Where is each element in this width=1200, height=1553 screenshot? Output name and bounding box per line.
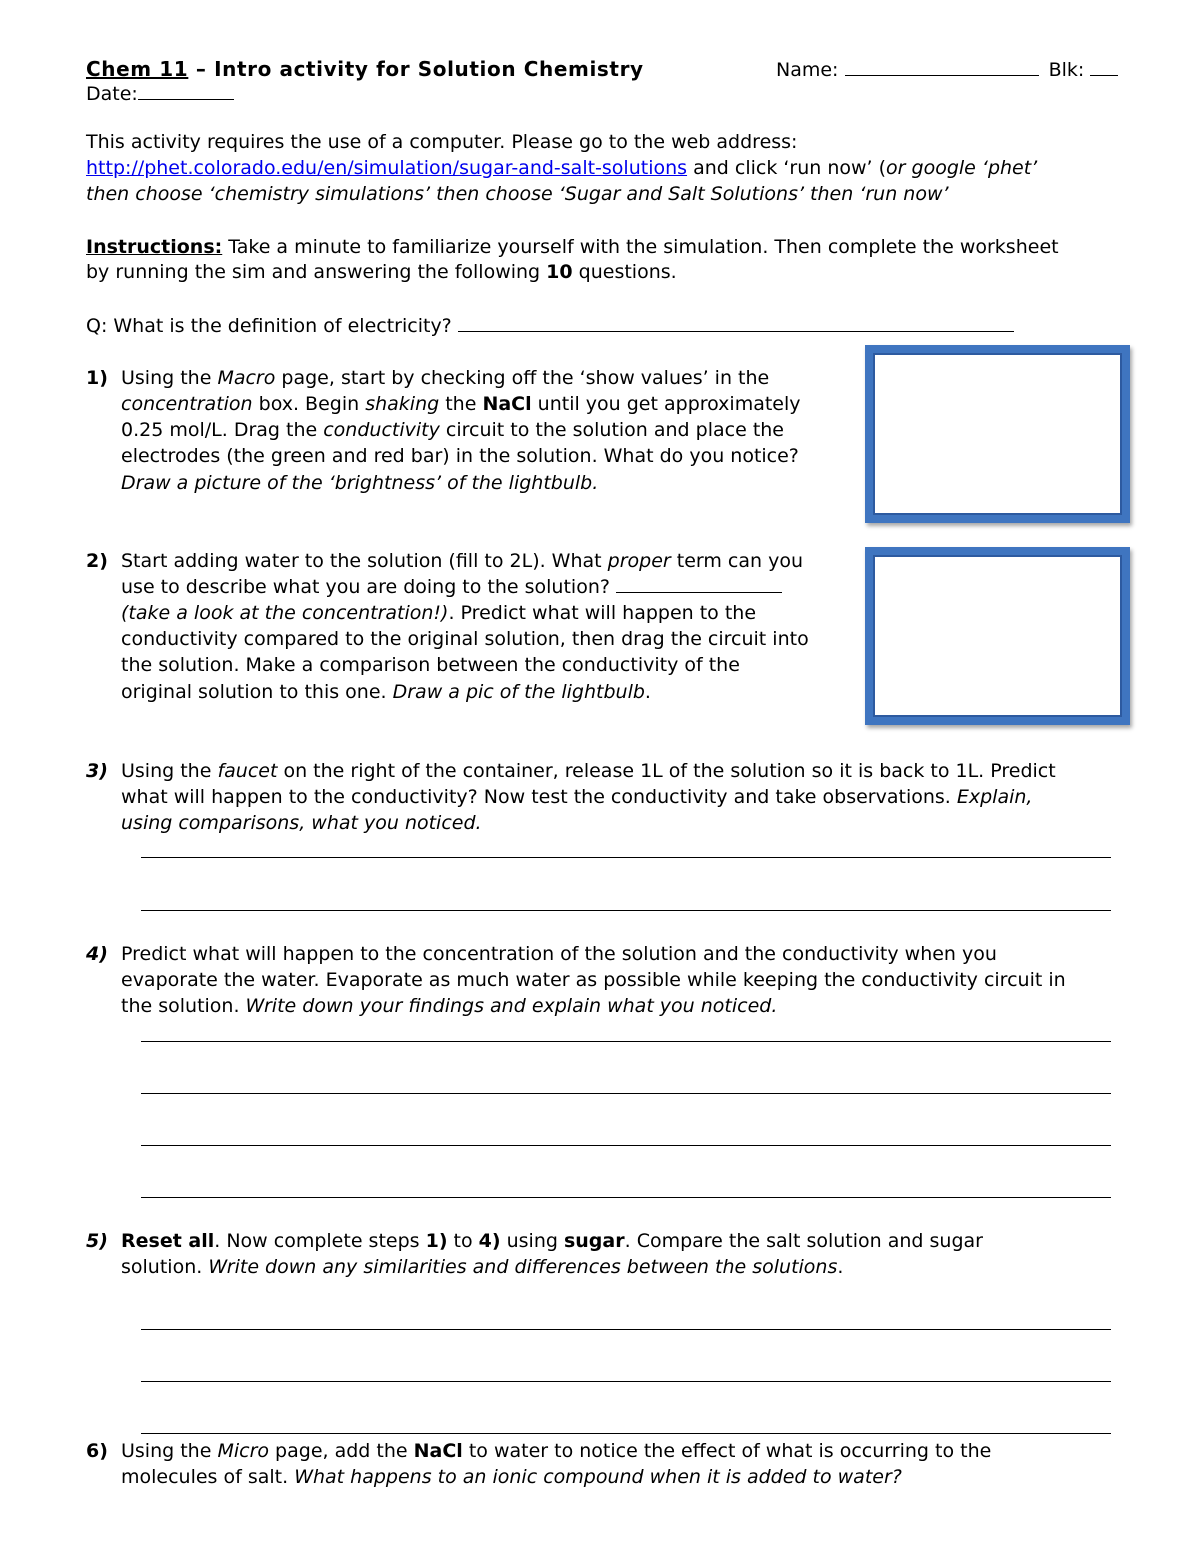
q4-line-1: Predict what will happen to the concentration of the solution and the conductivity when you bbox=[121, 943, 997, 965]
q1-number: 1) bbox=[86, 367, 108, 389]
q6-line-2 bbox=[121, 1464, 902, 1490]
q3-text: on the right of the container, release 1L of the solution so it is back to 1L. Predict bbox=[277, 760, 1056, 782]
q4-answer-line-3[interactable] bbox=[141, 1145, 1111, 1146]
q1-nacl: NaCl bbox=[482, 393, 532, 415]
q2-term-blank[interactable] bbox=[616, 574, 782, 593]
q1-line-4: electrodes (the green and red bar) in the solution. What do you notice? bbox=[121, 445, 799, 467]
q1-shaking: shaking bbox=[365, 393, 440, 415]
q1-text: until you get approximately bbox=[531, 393, 801, 415]
q1-macro: Macro bbox=[217, 367, 276, 389]
q5-text: to bbox=[447, 1230, 479, 1252]
q3-line-2 bbox=[121, 784, 1032, 810]
activity-title: Intro activity for Solution Chemistry bbox=[214, 57, 644, 81]
q5-line-1 bbox=[121, 1228, 983, 1254]
title-dash: – bbox=[188, 57, 215, 81]
q4-text: the solution. bbox=[121, 995, 246, 1017]
q5-write: Write down any similarities and differences between the solutions bbox=[208, 1256, 838, 1278]
intro-after-url: and click ‘run now’ ( bbox=[687, 157, 887, 179]
instructions-line-2 bbox=[86, 259, 677, 285]
q5-text: using bbox=[500, 1230, 564, 1252]
q1-line-2 bbox=[121, 391, 801, 417]
q1-conductivity: conductivity bbox=[323, 419, 440, 441]
q2-line-1 bbox=[121, 548, 803, 574]
intro-line-3: then choose ‘chemistry simulations’ then choose ‘Sugar and Salt Solutions’ then ‘run now’ bbox=[86, 183, 949, 205]
q1-text: the bbox=[439, 393, 483, 415]
blk-label: Blk: bbox=[1048, 59, 1085, 81]
page-title bbox=[86, 56, 644, 82]
q5-number: 5) bbox=[86, 1230, 108, 1252]
name-label: Name: bbox=[776, 59, 839, 81]
q3-line-3: using comparisons, what you noticed. bbox=[121, 812, 482, 834]
q3-text: what will happen to the conductivity? Now test the conductivity and take observations. bbox=[121, 786, 957, 808]
q4-line-2: evaporate the water. Evaporate as much water as possible while keeping the conductivity circuit in bbox=[121, 969, 1066, 991]
electricity-answer-blank[interactable] bbox=[458, 313, 1014, 332]
q3-text: Using the bbox=[121, 760, 218, 782]
intro-line-2 bbox=[86, 155, 1037, 181]
q2-line-2 bbox=[121, 574, 782, 600]
q5-answer-line-1[interactable] bbox=[141, 1329, 1111, 1330]
q2-draw: Draw a pic of the lightbulb bbox=[392, 681, 645, 703]
q2-text: . Predict what will happen to the bbox=[448, 602, 757, 624]
q1-concentration: concentration bbox=[121, 393, 253, 415]
q1-text: Using the bbox=[121, 367, 218, 389]
electricity-question bbox=[86, 313, 1014, 339]
q5-text: . Now complete steps bbox=[214, 1230, 426, 1252]
q6-micro: Micro bbox=[217, 1440, 270, 1462]
q4-answer-line-1[interactable] bbox=[141, 1041, 1111, 1042]
electricity-question-text: Q: What is the definition of electricity? bbox=[86, 315, 458, 337]
q4-number: 4) bbox=[86, 943, 108, 965]
q2-line-4: conductivity compared to the original solution, then drag the circuit into bbox=[121, 628, 809, 650]
q2-text: . bbox=[644, 681, 651, 703]
q6-line-1 bbox=[121, 1438, 991, 1464]
q5-answer-line-3[interactable] bbox=[141, 1433, 1111, 1434]
q1-text: circuit to the solution and place the bbox=[439, 419, 784, 441]
q5-text: . bbox=[837, 1256, 844, 1278]
instructions-text-3: questions. bbox=[572, 261, 677, 283]
date-field[interactable] bbox=[86, 81, 234, 107]
q1-drawing-box[interactable] bbox=[865, 345, 1130, 523]
q2-text: Start adding water to the solution (fill to 2L). What bbox=[121, 550, 608, 572]
q3-answer-line-2[interactable] bbox=[141, 910, 1111, 911]
q3-answer-line-1[interactable] bbox=[141, 857, 1111, 858]
q1-line-1 bbox=[121, 365, 769, 391]
instructions-label: Instructions: bbox=[86, 236, 223, 258]
q2-text: use to describe what you are doing to the solution? bbox=[121, 576, 616, 598]
q4-answer-line-4[interactable] bbox=[141, 1197, 1111, 1198]
q6-nacl: NaCl bbox=[413, 1440, 463, 1462]
q5-step-4: 4) bbox=[478, 1230, 501, 1252]
q5-sugar: sugar bbox=[563, 1230, 625, 1252]
q6-question: What happens to an ionic compound when it is added to water? bbox=[294, 1466, 902, 1488]
q5-step-1: 1) bbox=[425, 1230, 448, 1252]
q2-hint: (take a look at the concentration!) bbox=[121, 602, 449, 624]
q3-line-1 bbox=[121, 758, 1056, 784]
name-field[interactable] bbox=[776, 57, 1118, 83]
name-blank[interactable] bbox=[845, 57, 1039, 76]
q2-number: 2) bbox=[86, 550, 108, 572]
q5-answer-line-2[interactable] bbox=[141, 1381, 1111, 1382]
q2-line-5: the solution. Make a comparison between the conductivity of the bbox=[121, 654, 740, 676]
course-name: Chem 11 bbox=[86, 57, 189, 81]
q4-write: Write down your findings and explain what you noticed. bbox=[245, 995, 778, 1017]
blk-blank[interactable] bbox=[1090, 57, 1118, 76]
instructions-text-2: by running the sim and answering the following bbox=[86, 261, 547, 283]
q3-number: 3) bbox=[86, 760, 108, 782]
q5-line-2 bbox=[121, 1254, 843, 1280]
instructions-line-1 bbox=[86, 234, 1059, 260]
q4-answer-line-2[interactable] bbox=[141, 1093, 1111, 1094]
q6-text: page, add the bbox=[269, 1440, 414, 1462]
q5-text: solution. bbox=[121, 1256, 209, 1278]
q2-line-6 bbox=[121, 679, 651, 705]
q1-text: page, start by checking off the ‘show values’ in the bbox=[275, 367, 770, 389]
q1-text: box. Begin bbox=[252, 393, 366, 415]
q1-text: 0.25 mol/L. Drag the bbox=[121, 419, 324, 441]
question-count: 10 bbox=[546, 261, 573, 283]
intro-line-1: This activity requires the use of a computer. Please go to the web address: bbox=[86, 131, 798, 153]
q6-number: 6) bbox=[86, 1440, 108, 1462]
phet-link[interactable]: http://phet.colorado.edu/en/simulation/sugar-and-salt-solutions bbox=[86, 157, 688, 179]
q2-text: term can you bbox=[670, 550, 804, 572]
date-blank[interactable] bbox=[138, 81, 234, 100]
instructions-text-1: Take a minute to familiarize yourself with the simulation. Then complete the worksheet bbox=[222, 236, 1059, 258]
q5-text: . Compare the salt solution and sugar bbox=[624, 1230, 983, 1252]
q1-line-3 bbox=[121, 417, 784, 443]
q6-text: Using the bbox=[121, 1440, 218, 1462]
q2-line-3 bbox=[121, 600, 756, 626]
q6-text: to water to notice the effect of what is occurring to the bbox=[462, 1440, 992, 1462]
intro-alt-italic: or google ‘phet’ bbox=[886, 157, 1038, 179]
q5-reset-all: Reset all bbox=[121, 1230, 215, 1252]
q2-proper: proper bbox=[607, 550, 671, 572]
q3-explain: Explain, bbox=[956, 786, 1033, 808]
q6-text: molecules of salt. bbox=[121, 1466, 295, 1488]
date-label: Date: bbox=[86, 83, 138, 105]
q1-line-5: Draw a picture of the ‘brightness’ of the lightbulb. bbox=[121, 472, 599, 494]
q3-faucet: faucet bbox=[217, 760, 278, 782]
q4-line-3 bbox=[121, 993, 777, 1019]
q2-text: original solution to this one. bbox=[121, 681, 393, 703]
q2-drawing-box[interactable] bbox=[865, 547, 1130, 725]
